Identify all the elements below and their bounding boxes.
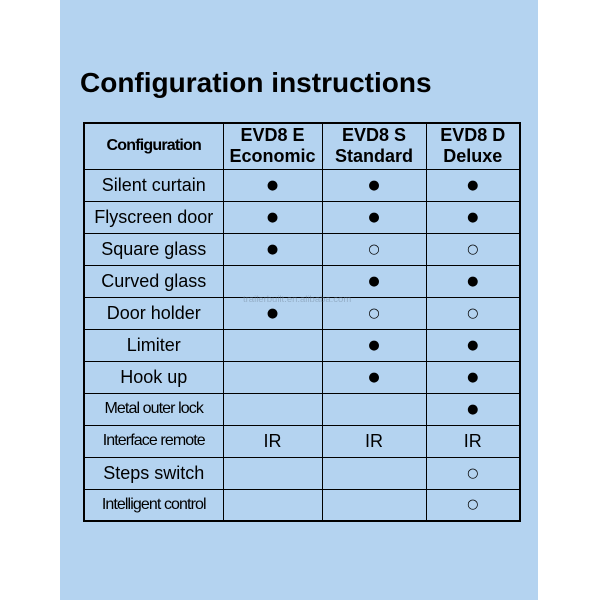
option-cell: ●: [426, 201, 520, 233]
option-cell: ●: [223, 297, 322, 329]
table-row: [84, 265, 520, 297]
option-cell: [223, 393, 322, 425]
feature-label: Square glass: [84, 233, 223, 265]
column-header-model: EVD8 D: [440, 125, 506, 146]
option-cell: ○: [426, 489, 520, 521]
column-header-model: EVD8 E: [240, 125, 305, 146]
configuration-table: [83, 122, 521, 522]
column-header-economic: [223, 123, 322, 169]
feature-label: Intelligent control: [84, 489, 223, 521]
table-row: [84, 489, 520, 521]
feature-label: Curved glass: [84, 265, 223, 297]
option-cell: IR: [223, 425, 322, 457]
option-cell: IR: [426, 425, 520, 457]
option-cell: ○: [426, 297, 520, 329]
option-cell: ●: [322, 329, 426, 361]
page-title: Configuration instructions: [80, 67, 432, 98]
option-cell: ●: [426, 169, 520, 201]
option-cell: ●: [426, 265, 520, 297]
option-cell: [322, 457, 426, 489]
option-cell: IR: [322, 425, 426, 457]
option-cell: ●: [426, 361, 520, 393]
feature-label: Limiter: [84, 329, 223, 361]
feature-label: Steps switch: [84, 457, 223, 489]
option-cell: [223, 489, 322, 521]
column-header-tier: Economic: [229, 146, 316, 167]
watermark: trailerbuilt.en.alibaba.com: [243, 294, 352, 305]
table-row: [84, 361, 520, 393]
table-row: [84, 233, 520, 265]
option-cell: ○: [426, 233, 520, 265]
option-cell: [223, 361, 322, 393]
option-cell: ○: [426, 457, 520, 489]
table-row: [84, 201, 520, 233]
option-cell: ●: [322, 201, 426, 233]
configuration-header: Configuration: [84, 123, 223, 169]
table-row: [84, 297, 520, 329]
option-cell: ●: [322, 265, 426, 297]
option-cell: ●: [322, 169, 426, 201]
table-header-row: [84, 123, 520, 169]
option-cell: ●: [426, 393, 520, 425]
option-cell: [223, 265, 322, 297]
feature-label: Flyscreen door: [84, 201, 223, 233]
option-cell: ○: [322, 297, 426, 329]
table-row: [84, 329, 520, 361]
option-cell: [322, 393, 426, 425]
column-header-tier: Deluxe: [443, 146, 503, 167]
feature-label: Interface remote: [84, 425, 223, 457]
column-header-tier: Standard: [334, 146, 413, 167]
table-row: [84, 425, 520, 457]
feature-label: Door holder: [84, 297, 223, 329]
option-cell: ●: [223, 169, 322, 201]
feature-label: Silent curtain: [84, 169, 223, 201]
column-header-deluxe: [426, 123, 520, 169]
option-cell: ●: [426, 329, 520, 361]
table-row: [84, 169, 520, 201]
column-header-model: EVD8 S: [341, 125, 407, 146]
column-header-standard: [322, 123, 426, 169]
option-cell: ○: [322, 233, 426, 265]
feature-label: Hook up: [84, 361, 223, 393]
table-row: [84, 393, 520, 425]
option-cell: [322, 489, 426, 521]
option-cell: ●: [322, 361, 426, 393]
table-row: [84, 457, 520, 489]
option-cell: ●: [223, 233, 322, 265]
option-cell: [223, 457, 322, 489]
option-cell: [223, 329, 322, 361]
feature-label: Metal outer lock: [84, 393, 223, 425]
option-cell: ●: [223, 201, 322, 233]
